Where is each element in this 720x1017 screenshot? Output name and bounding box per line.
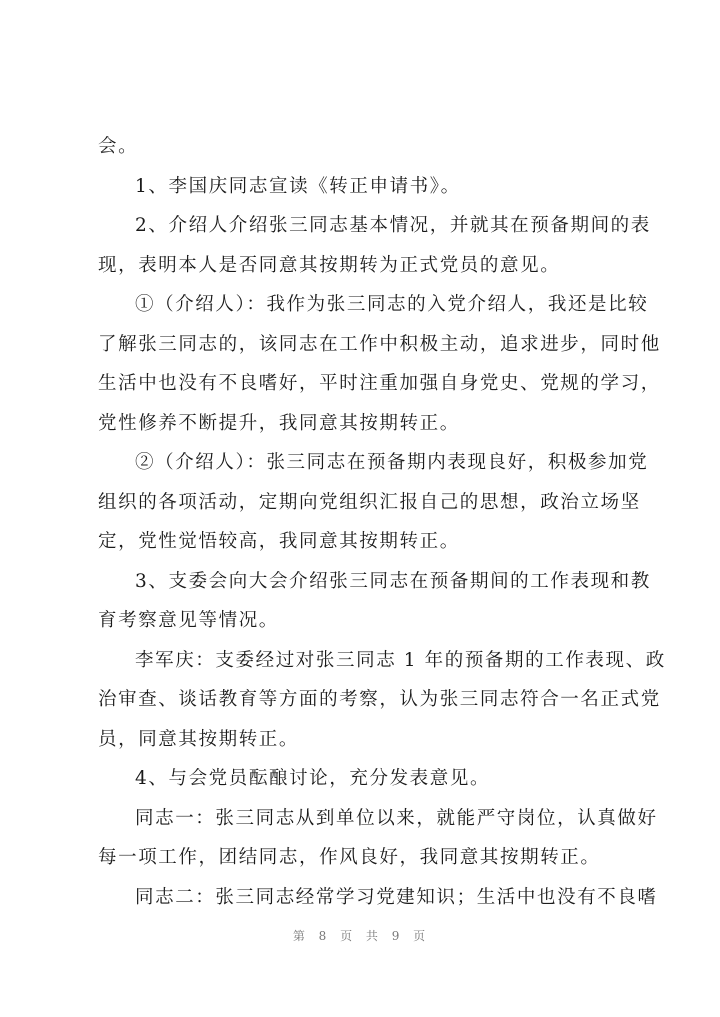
document-body xyxy=(98,127,666,917)
text-line-18: 同志一：张三同志从到单位以来，就能严守岗位，认真做好 xyxy=(135,807,658,829)
text-line-1: 会。 xyxy=(98,136,139,157)
text-line-9: ②（介绍人）：张三同志在预备期内表现良好，积极参加党 xyxy=(135,452,649,473)
text-line-19: 每一项工作，团结同志，作风良好，我同意其按期转正。 xyxy=(98,847,601,868)
text-line-13: 育考察意见等情况。 xyxy=(98,610,279,631)
text-line-8: 党性修养不断提升，我同意其按期转正。 xyxy=(98,412,460,434)
text-line-5: ①（介绍人）：我作为张三同志的入党介绍人，我还是比较 xyxy=(135,294,649,315)
text-line-2: 1、李国庆同志宣读《转正申请书》。 xyxy=(135,175,461,197)
text-line-11: 定，党性觉悟较高，我同意其按期转正。 xyxy=(98,531,460,552)
text-line-20: 同志二：张三同志经常学习党建知识；生活中也没有不良嗜 xyxy=(135,886,658,908)
text-line-3: 2、介绍人介绍张三同志基本情况，并就其在预备期间的表 xyxy=(135,215,651,236)
text-line-7: 生活中也没有不良嗜好，平时注重加强自身党史、党规的学习， xyxy=(98,373,661,394)
text-line-15: 治审查、谈话教育等方面的考察，认为张三同志符合一名正式党 xyxy=(98,689,661,710)
text-line-4: 现，表明本人是否同意其按期转为正式党员的意见。 xyxy=(98,254,561,276)
text-line-16: 员，同意其按期转正。 xyxy=(98,728,300,750)
text-line-6: 了解张三同志的，该同志在工作中积极主动，追求进步，同时他 xyxy=(98,333,661,355)
text-line-14: 李军庆：支委经过对张三同志 1 年的预备期的工作表现、政 xyxy=(135,649,666,671)
page-number-footer: 第 8 页 共 9 页 xyxy=(292,929,428,943)
text-line-12: 3、支委会向大会介绍张三同志在预备期间的工作表现和教 xyxy=(135,570,651,592)
text-line-10: 组织的各项活动，定期向党组织汇报自己的思想，政治立场坚 xyxy=(98,491,641,513)
text-line-17: 4、与会党员酝酿讨论，充分发表意见。 xyxy=(135,768,491,789)
